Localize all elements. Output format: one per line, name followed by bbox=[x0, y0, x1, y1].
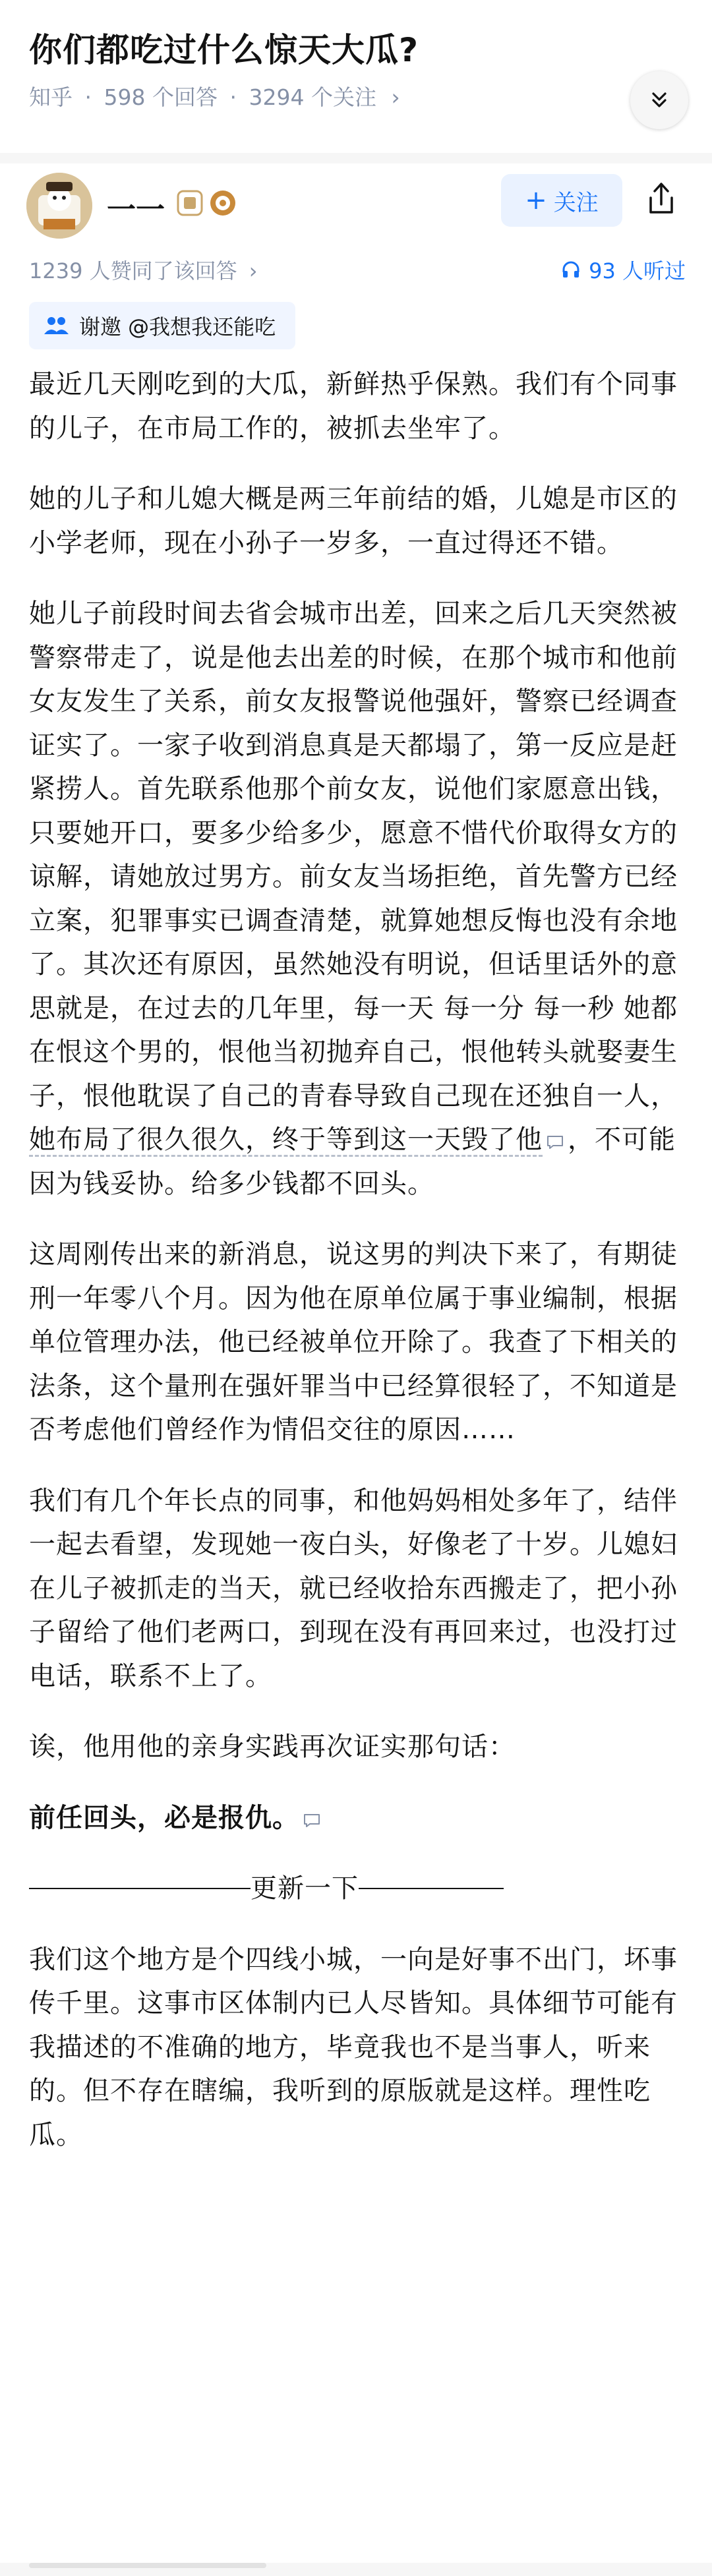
paragraph: 这周刚传出来的新消息，说这男的判决下来了，有期徒刑一年零八个月。因为他在原单位属于事业编制，根据单位管理办法，他已经被单位开除了。我查了下相关的法条，这个量刑在强奸罪当中已经算很轻了，不知道是否考虑他们曾经作为情侣交往的原因…… bbox=[29, 1239, 678, 1445]
upvote-text: 1239 人赞同了该回答 bbox=[29, 258, 237, 283]
double-chevron-down-icon bbox=[648, 89, 670, 111]
author-row bbox=[0, 163, 712, 249]
section-divider bbox=[0, 153, 712, 163]
comment-bubble-icon[interactable] bbox=[303, 1813, 320, 1828]
highlighted-sentence[interactable]: 她布局了很久很久，终于等到这一天毁了他 bbox=[29, 1125, 543, 1157]
answer-count[interactable]: 598 个回答 bbox=[104, 84, 218, 110]
follow-button[interactable] bbox=[501, 174, 622, 227]
creator-badge-icon bbox=[208, 189, 237, 218]
chevron-right-icon: › bbox=[249, 258, 258, 283]
avatar-image bbox=[26, 173, 92, 239]
separator-line bbox=[29, 1888, 251, 1889]
stats-row bbox=[0, 249, 712, 289]
question-header bbox=[0, 0, 712, 156]
paragraph: 我们有几个年长点的同事，和他妈妈相处多年了，结伴一起去看望，发现她一夜白头，好像老了十岁。儿媳妇在儿子被抓走的当天，就已经收拾东西搬走了，把小孙子留给了他们老两口，到现在没有再回来过，也没打过电话，联系不上了。 bbox=[29, 1485, 678, 1691]
question-title[interactable]: 你们都吃过什么惊天大瓜? bbox=[29, 31, 419, 69]
meta-dot: · bbox=[84, 84, 92, 110]
update-label: 更新一下 bbox=[251, 1873, 359, 1904]
upvote-count[interactable] bbox=[29, 254, 258, 285]
paragraph: 她的儿子和儿媳大概是两三年前结的婚，儿媳是市区的小学老师，现在小孙子一岁多，一直过得还不错。 bbox=[29, 484, 678, 558]
avatar[interactable] bbox=[26, 173, 92, 239]
comment-bubble-icon[interactable] bbox=[547, 1135, 564, 1150]
listen-count[interactable] bbox=[561, 254, 686, 285]
chevron-right-icon: › bbox=[391, 84, 400, 110]
share-icon[interactable] bbox=[643, 179, 680, 219]
meta-dot: · bbox=[229, 84, 237, 110]
invite-tag[interactable] bbox=[29, 302, 295, 349]
author-name[interactable]: 一一 bbox=[107, 193, 165, 227]
separator-line bbox=[359, 1888, 504, 1889]
bottom-bar bbox=[0, 2563, 712, 2576]
paragraph-text: 她儿子前段时间去省会城市出差，回来之后几天突然被警察带走了，说是他去出差的时候，在那个城市和他前女友发生了关系，前女友报警说他强奸，警察已经调查证实了。一家子收到消息真是天都塌了，第一反应是赶紧捞人。首先联系他那个前女友，说他们家愿意出钱，只要她开口，要多少给多少，愿意不惜代价取得女方的谅解，请她放过男方。前女友当场拒绝，首先警方已经立案，犯罪事实已调查清楚，就算她想反悔也没有余地了。其次还有原因，虽然她没有明说，但话里话外的意思就是，在过去的几年里，每一天 每一分 每一秒 她都在恨这个男的，恨他当初抛弃自己，恨他转头就娶妻生子，恨他耽误了自己的青春导致自己现在还独自一人， bbox=[29, 599, 678, 1111]
bottom-placeholder bbox=[29, 2563, 266, 2568]
question-meta bbox=[29, 80, 400, 111]
paragraph bbox=[29, 1796, 688, 1840]
paragraph bbox=[29, 592, 688, 1206]
paragraph: 我们这个地方是个四线小城，一向是好事不出门，坏事传千里。这事市区体制内已人尽皆知。具体细节可能有我描述的不准确的地方，毕竟我也不是当事人，听来的。但不存在瞎编，我听到的原版就是这样。理性吃瓜。 bbox=[29, 1944, 678, 2150]
listen-text: 93 人听过 bbox=[589, 258, 686, 283]
follower-count[interactable]: 3294 个关注 bbox=[249, 84, 376, 110]
group-icon bbox=[44, 314, 70, 337]
answer-content bbox=[29, 363, 688, 2184]
follow-label: 关注 bbox=[553, 189, 599, 216]
level-badge-icon bbox=[175, 189, 204, 218]
collapse-button[interactable] bbox=[630, 71, 688, 129]
paragraph: 诶，他用他的亲身实践再次证实那句话： bbox=[29, 1732, 516, 1762]
paragraph-text: ，不可能因为钱妥协。给多少钱都不回头。 bbox=[29, 1125, 676, 1199]
plus-icon: + bbox=[525, 185, 547, 216]
paragraph: 最近几天刚吃到的大瓜，新鲜热乎保熟。我们有个同事的儿子，在市局工作的，被抓去坐牢了。 bbox=[29, 369, 678, 444]
bold-sentence: 前任回头，必是报仇。 bbox=[29, 1802, 299, 1833]
source-label: 知乎 bbox=[29, 84, 73, 110]
update-separator bbox=[29, 1867, 688, 1911]
invite-text: 谢邀 @我想我还能吃 bbox=[79, 314, 276, 339]
headphones-icon bbox=[561, 260, 581, 279]
